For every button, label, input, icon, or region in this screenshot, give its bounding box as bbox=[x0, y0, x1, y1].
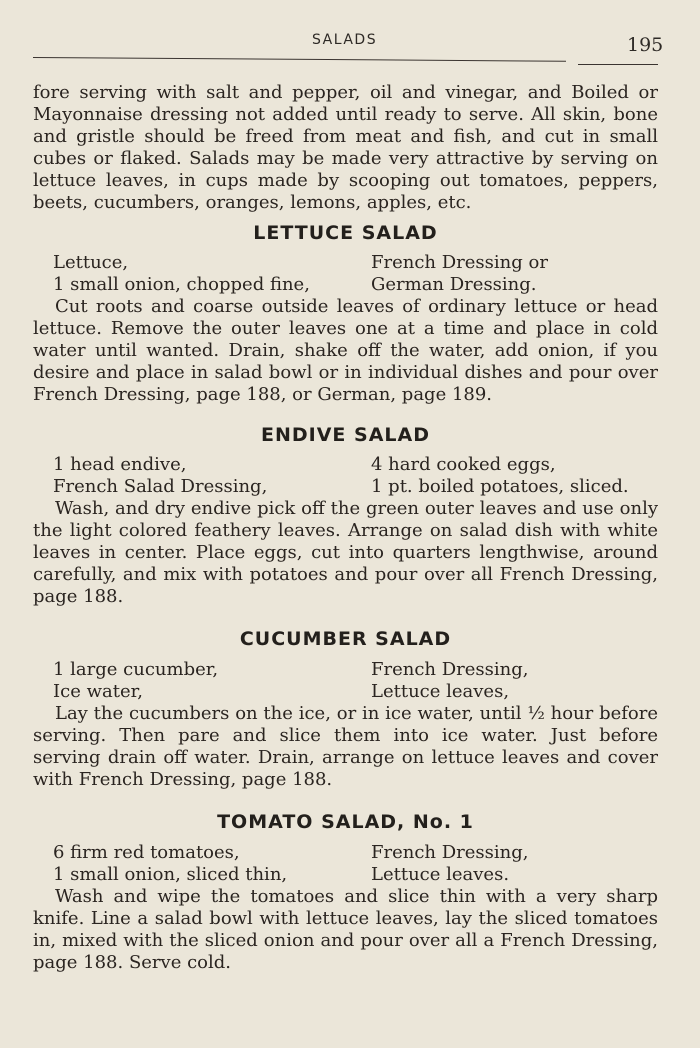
ingredient-row bbox=[33, 681, 658, 703]
ingredient: Ice water, bbox=[53, 681, 143, 702]
recipe-lettuce-salad bbox=[33, 222, 658, 406]
ingredient: French Salad Dressing, bbox=[53, 476, 268, 497]
recipe-directions: Wash, and dry endive pick off the green outer leaves and use only the light colored feathery leaves. Arrange on salad dish with white leaves in center. Place eggs, cut into quarters lengthwise, around carefully, and mix with potatoes and pour over all French Dressing, page 188. bbox=[33, 498, 658, 607]
ingredient: 1 small onion, chopped fine, bbox=[53, 274, 310, 295]
recipe-directions: Wash and wipe the tomatoes and slice thin with a very sharp knife. Line a salad bowl with lettuce leaves, lay the sliced tomatoes in, mixed with the sliced onion and pour over all a French Dressing, page 188. Serve cold. bbox=[33, 886, 658, 973]
intro-paragraph: fore serving with salt and pepper, oil and vinegar, and Boiled or Mayonnaise dressing not added until ready to serve. All skin, bone and gristle should be freed from meat and fish, and cut in small cubes or flaked. Salads may be made very attractive by serving on lettuce leaves, in cups made by scooping out tomatoes, peppers, beets, cucumbers, oranges, lemons, apples, etc. bbox=[33, 82, 658, 213]
ingredient: German Dressing. bbox=[371, 274, 537, 295]
ingredient: French Dressing, bbox=[371, 659, 529, 680]
ingredient-row bbox=[33, 842, 658, 864]
recipe-title: ENDIVE SALAD bbox=[261, 424, 430, 446]
ingredient: French Dressing or bbox=[371, 252, 548, 273]
recipe-title: TOMATO SALAD, No. 1 bbox=[217, 811, 474, 833]
ingredient: French Dressing, bbox=[371, 842, 529, 863]
recipe-endive-salad bbox=[33, 424, 658, 608]
recipe-cucumber-salad bbox=[33, 628, 658, 791]
ingredient-row bbox=[33, 659, 658, 681]
recipe-directions: Lay the cucumbers on the ice, or in ice water, until ½ hour before serving. Then pare and slice them into ice water. Just before serving drain off water. Drain, arrange on lettuce leaves and cover with French Dressing, page 188. bbox=[33, 703, 658, 790]
header-rule bbox=[33, 57, 566, 62]
ingredient: Lettuce leaves. bbox=[371, 864, 510, 885]
ingredient: 6 firm red tomatoes, bbox=[53, 842, 240, 863]
recipe-directions: Cut roots and coarse outside leaves of ordinary lettuce or head lettuce. Remove the outer leaves one at a time and place in cold water until wanted. Drain, shake off the water, add onion, if you desire and place in salad bowl or in individual dishes and pour over French Dressing, page 188, or German, page 189. bbox=[33, 296, 658, 405]
running-head-title: SALADS bbox=[312, 32, 378, 48]
recipe-title: CUCUMBER SALAD bbox=[239, 628, 452, 650]
page-content bbox=[33, 82, 658, 974]
ingredient: 1 small onion, sliced thin, bbox=[53, 864, 288, 885]
ingredient-row bbox=[33, 454, 658, 476]
ingredient: Lettuce leaves, bbox=[371, 681, 510, 702]
ingredient: 1 head endive, bbox=[53, 454, 187, 475]
ingredient-row bbox=[33, 864, 658, 886]
ingredient: 1 large cucumber, bbox=[53, 659, 219, 680]
ingredient-row bbox=[33, 274, 658, 296]
ingredient: 4 hard cooked eggs, bbox=[371, 454, 556, 475]
ingredient-row bbox=[33, 252, 658, 274]
ingredient-row bbox=[33, 476, 658, 498]
ingredient: Lettuce, bbox=[53, 252, 129, 273]
recipe-tomato-salad bbox=[33, 811, 658, 974]
header-rule-right bbox=[578, 64, 658, 65]
ingredient: 1 pt. boiled potatoes, sliced. bbox=[371, 476, 629, 497]
recipe-title: LETTUCE SALAD bbox=[253, 222, 438, 244]
page-number: 195 bbox=[627, 34, 664, 56]
running-head bbox=[0, 0, 700, 70]
